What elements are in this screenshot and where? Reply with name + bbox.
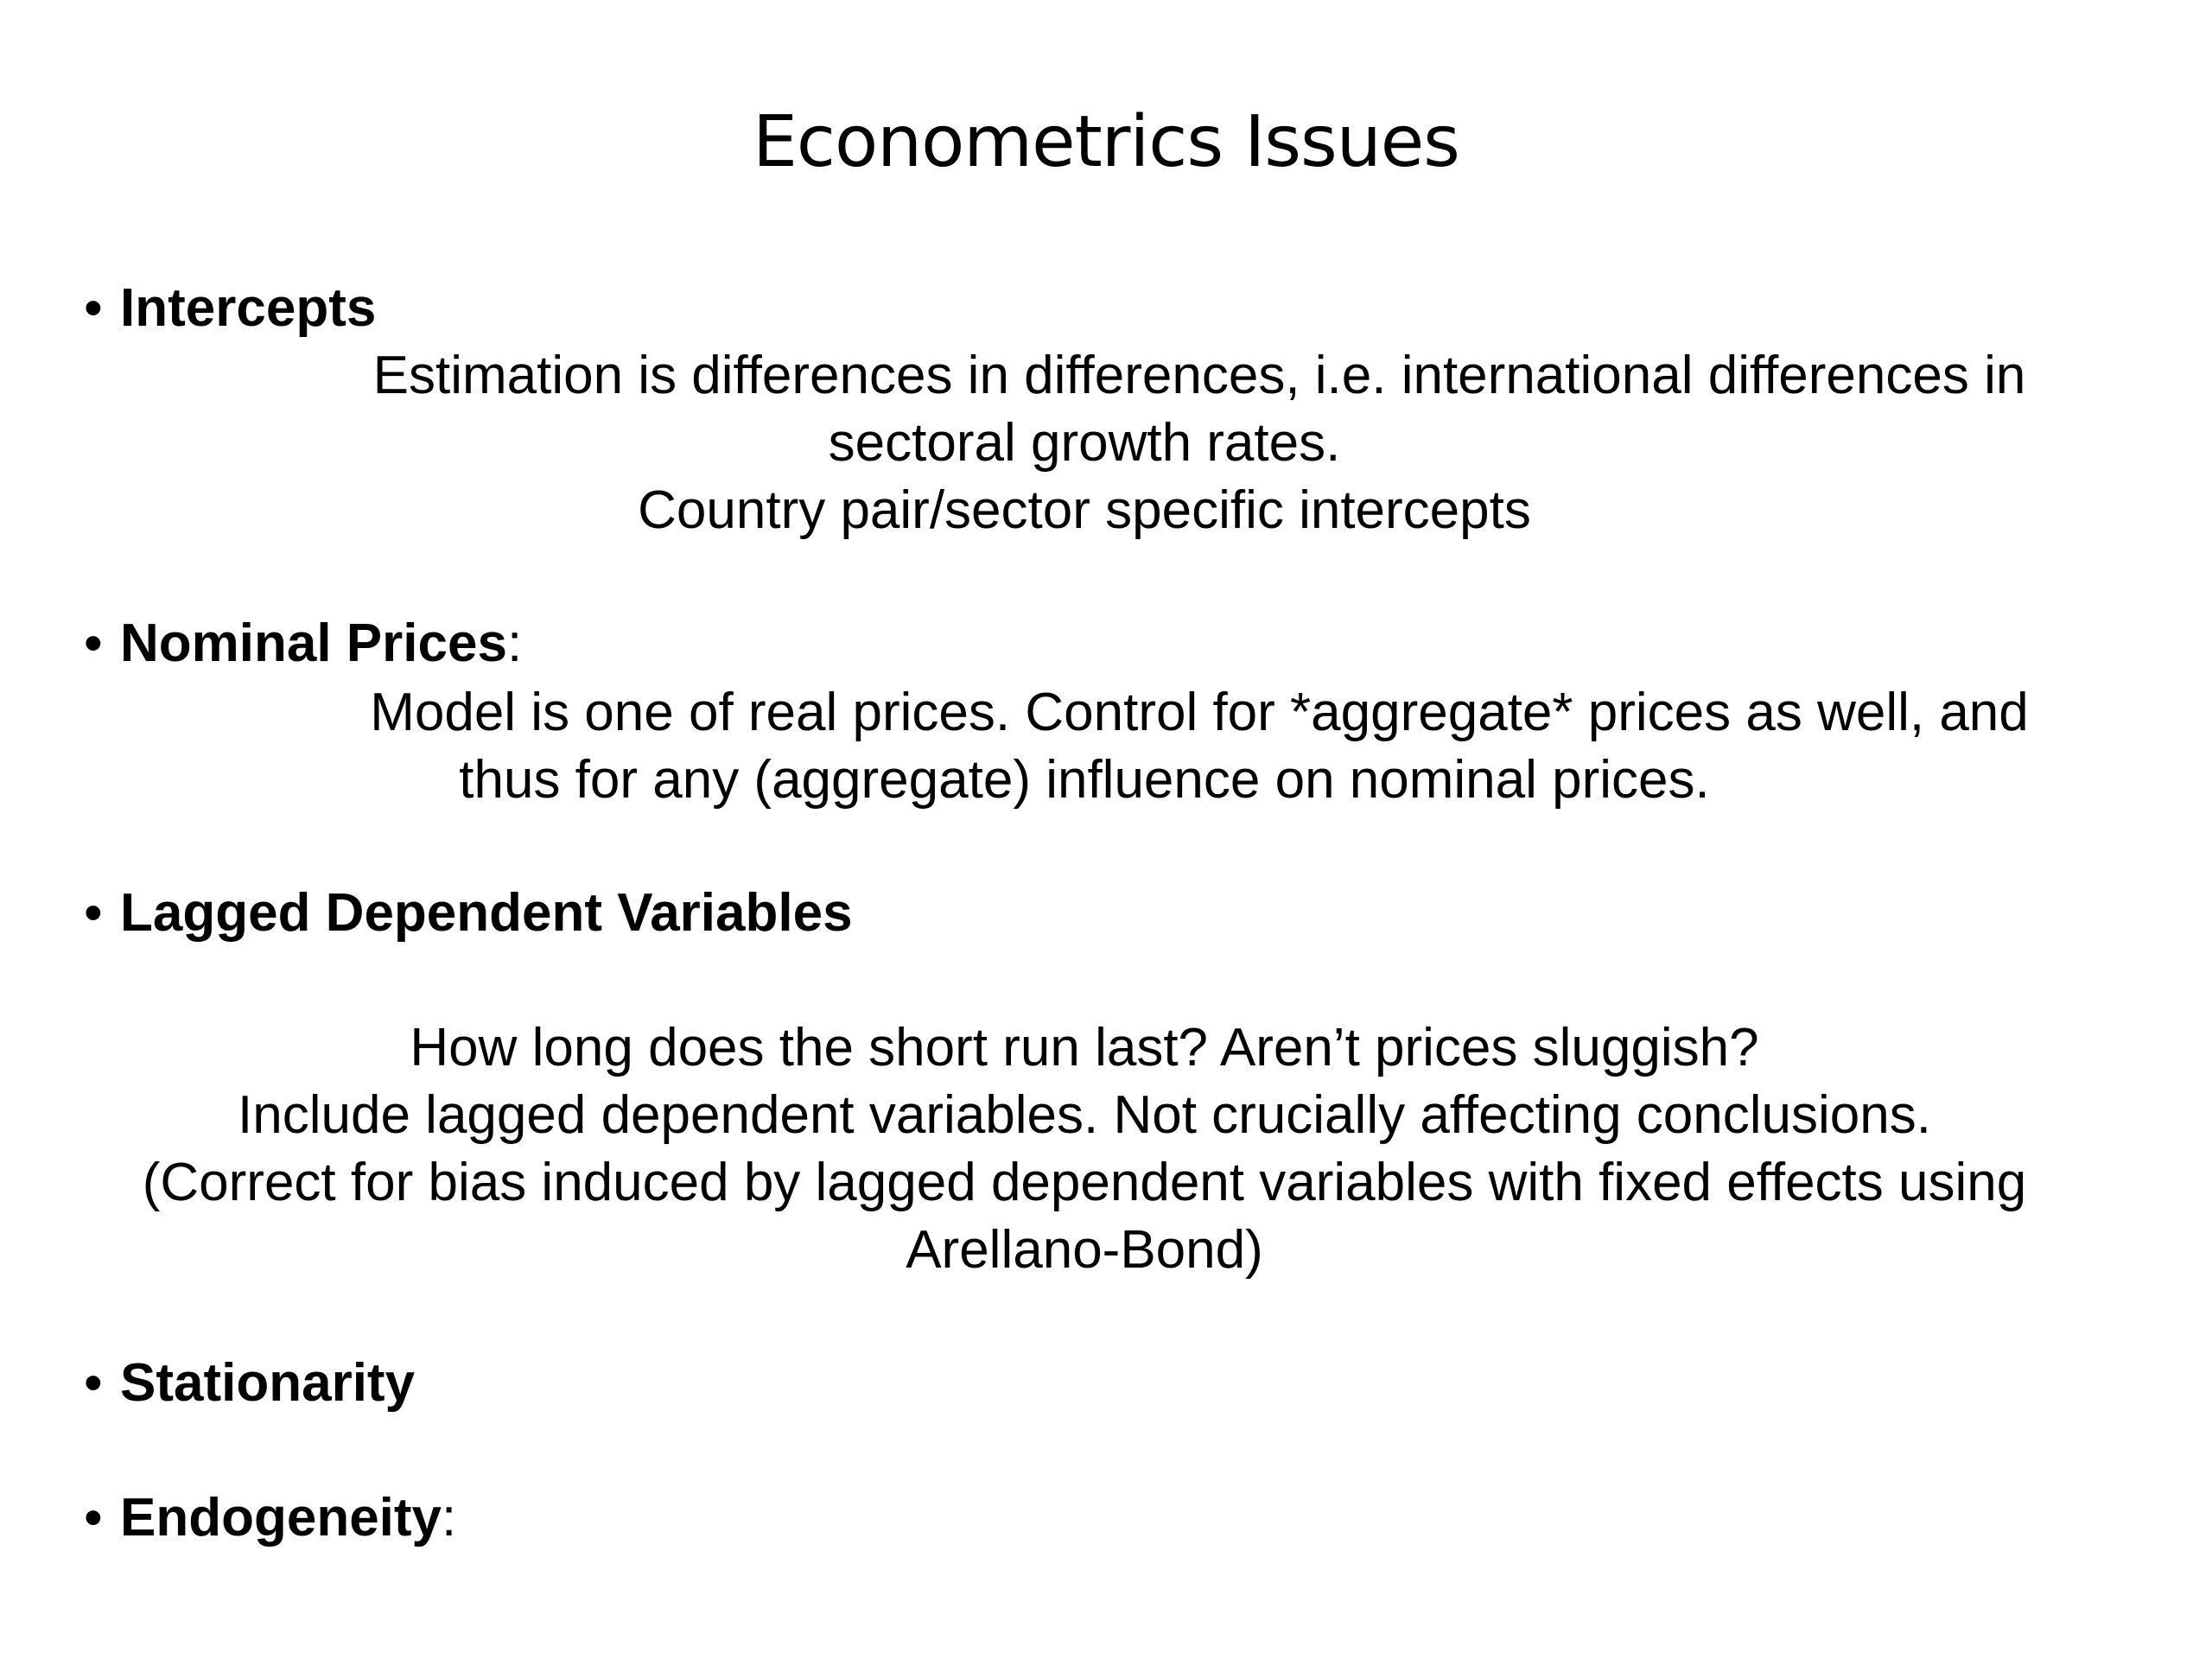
bullet-dot: •	[84, 883, 103, 943]
lagged-line-4: Arellano-Bond)	[906, 1220, 1263, 1280]
nominal-prices-line-2: thus for any (aggregate) influence on nominal prices.	[459, 750, 1710, 810]
bullet-heading: Stationarity	[120, 1353, 416, 1413]
bullet-dot: •	[84, 1488, 103, 1548]
nominal-prices-line-1: Model is one of real prices. Control for *aggregate* prices as well, and	[370, 683, 2029, 742]
bullet-intercepts	[84, 275, 376, 342]
intercepts-line-1: Estimation is differences in differences, i.e. international differences in	[372, 346, 2026, 405]
bullet-heading: Endogeneity	[120, 1488, 442, 1548]
lagged-line-3: (Correct for bias induced by lagged dependent variables with fixed effects using	[142, 1153, 2027, 1212]
intercepts-line-3: Country pair/sector specific intercepts	[638, 480, 1531, 540]
bullet-heading: Lagged Dependent Variables	[120, 883, 853, 943]
bullet-dot: •	[84, 278, 103, 338]
lagged-line-1: How long does the short run last? Aren’t prices sluggish?	[410, 1018, 1759, 1077]
bullet-stationarity	[84, 1350, 415, 1417]
slide-title: Econometrics Issues	[753, 101, 1459, 183]
bullet-heading: Nominal Prices	[120, 613, 507, 673]
bullet-heading: Intercepts	[120, 278, 377, 338]
bullet-dot: •	[84, 613, 103, 673]
intercepts-line-2: sectoral growth rates.	[828, 413, 1341, 473]
bullet-nominal-prices: • Nominal Prices:	[84, 610, 522, 677]
bullet-endogeneity: • Endogeneity:	[84, 1484, 456, 1552]
bullet-dot: •	[84, 1353, 103, 1413]
lagged-line-2: Include lagged dependent variables. Not crucially affecting conclusions.	[238, 1085, 1931, 1145]
bullet-lagged-dependent-variables	[84, 880, 853, 947]
